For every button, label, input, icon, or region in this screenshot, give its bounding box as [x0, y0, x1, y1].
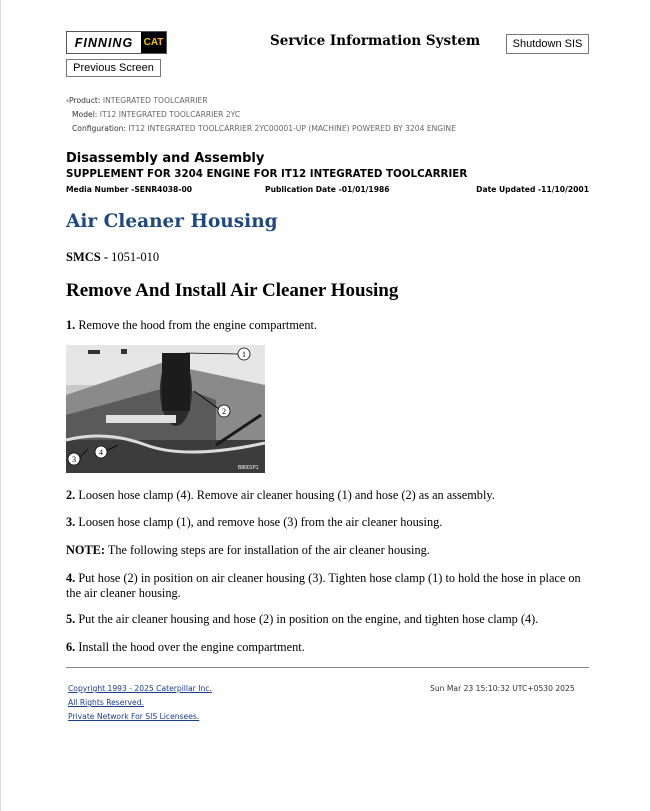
step-number: 2.: [66, 488, 76, 502]
note-text: The following steps are for installation of the air cleaner housing.: [107, 543, 430, 557]
publication-date: Publication Date -01/01/1986: [265, 185, 390, 194]
step-text: Loosen hose clamp (4). Remove air cleaner housing (1) and hose (2) as an assembly.: [78, 488, 495, 502]
copyright-link[interactable]: Copyright 1993 - 2025 Caterpillar Inc.: [68, 684, 212, 693]
date-updated: Date Updated -11/10/2001: [476, 185, 589, 194]
callout-4: [95, 446, 107, 458]
step-number: 1.: [66, 318, 76, 332]
step-text: Loosen hose clamp (1), and remove hose (3) from the air cleaner housing.: [78, 515, 443, 529]
callout-3: [68, 453, 80, 465]
product-line: [66, 96, 208, 105]
procedure-title: Remove And Install Air Cleaner Housing: [66, 280, 399, 301]
configuration-label: Configuration:: [72, 124, 127, 133]
svg-text:4: 4: [99, 448, 103, 457]
finning-logo-text: FINNING: [74, 35, 134, 50]
product-label: Product:: [69, 96, 101, 105]
step-3: [66, 515, 596, 530]
step-number: 3.: [66, 515, 76, 529]
air-cleaner-illustration: [66, 345, 265, 473]
footer-divider: [66, 667, 589, 668]
image-tag: B8001P1: [238, 465, 259, 471]
model-label: Model:: [72, 110, 98, 119]
step-text: Put the air cleaner housing and hose (2) in position on the engine, and tighten hose clamp (4).: [78, 612, 539, 626]
configuration-line: [72, 124, 456, 133]
smcs-label: SMCS -: [66, 250, 109, 264]
cat-logo-mark: CAT: [141, 32, 166, 53]
page-left-border: [0, 0, 1, 811]
model-line: [72, 110, 240, 119]
previous-screen-button[interactable]: Previous Screen: [66, 59, 161, 77]
callout-2: [218, 405, 230, 417]
step-5: [66, 612, 596, 627]
finning-cat-logo: [66, 31, 167, 54]
shutdown-sis-button[interactable]: Shutdown SIS: [506, 34, 589, 54]
product-value: INTEGRATED TOOLCARRIER: [102, 96, 208, 105]
step-2: [66, 488, 596, 503]
private-network-link[interactable]: Private Network For SIS Licensees.: [68, 712, 200, 721]
step-6: [66, 640, 596, 655]
note-label: NOTE:: [66, 543, 105, 557]
rights-link[interactable]: All Rights Reserved.: [68, 698, 144, 707]
svg-text:2: 2: [222, 407, 226, 416]
step-number: 5.: [66, 612, 76, 626]
section-subtitle: SUPPLEMENT FOR 3204 ENGINE FOR IT12 INTEGRATED TOOLCARRIER: [66, 168, 468, 180]
step-number: 6.: [66, 640, 76, 654]
svg-text:1: 1: [242, 350, 246, 359]
footer-timestamp: Sun Mar 23 15:10:32 UTC+0530 2025: [430, 684, 575, 693]
step-text: Remove the hood from the engine compartment.: [78, 318, 318, 332]
model-value: IT12 INTEGRATED TOOLCARRIER 2YC: [99, 110, 241, 119]
media-number: Media Number -SENR4038-00: [66, 185, 193, 194]
callout-1: [238, 348, 250, 360]
smcs-code: [66, 250, 159, 265]
step-1: [66, 318, 596, 333]
step-text: Put hose (2) in position on air cleaner housing (3). Tighten hose clamp (1) to hold the hose in place on the air cleaner housing.: [66, 571, 581, 600]
smcs-value: 1051-010: [111, 250, 160, 264]
configuration-value: IT12 INTEGRATED TOOLCARRIER 2YC00001-UP (MACHINE) POWERED BY 3204 ENGINE: [128, 124, 456, 133]
step-text: Install the hood over the engine compartment.: [78, 640, 305, 654]
installation-note: [66, 543, 596, 558]
svg-text:3: 3: [72, 455, 76, 464]
document-title: Air Cleaner Housing: [66, 211, 278, 232]
section-title: Disassembly and Assembly: [66, 151, 265, 166]
step-number: 4.: [66, 571, 76, 585]
step-4: [66, 571, 596, 601]
back-chevron-icon[interactable]: ‹: [66, 96, 70, 105]
system-title: Service Information System: [270, 33, 481, 49]
